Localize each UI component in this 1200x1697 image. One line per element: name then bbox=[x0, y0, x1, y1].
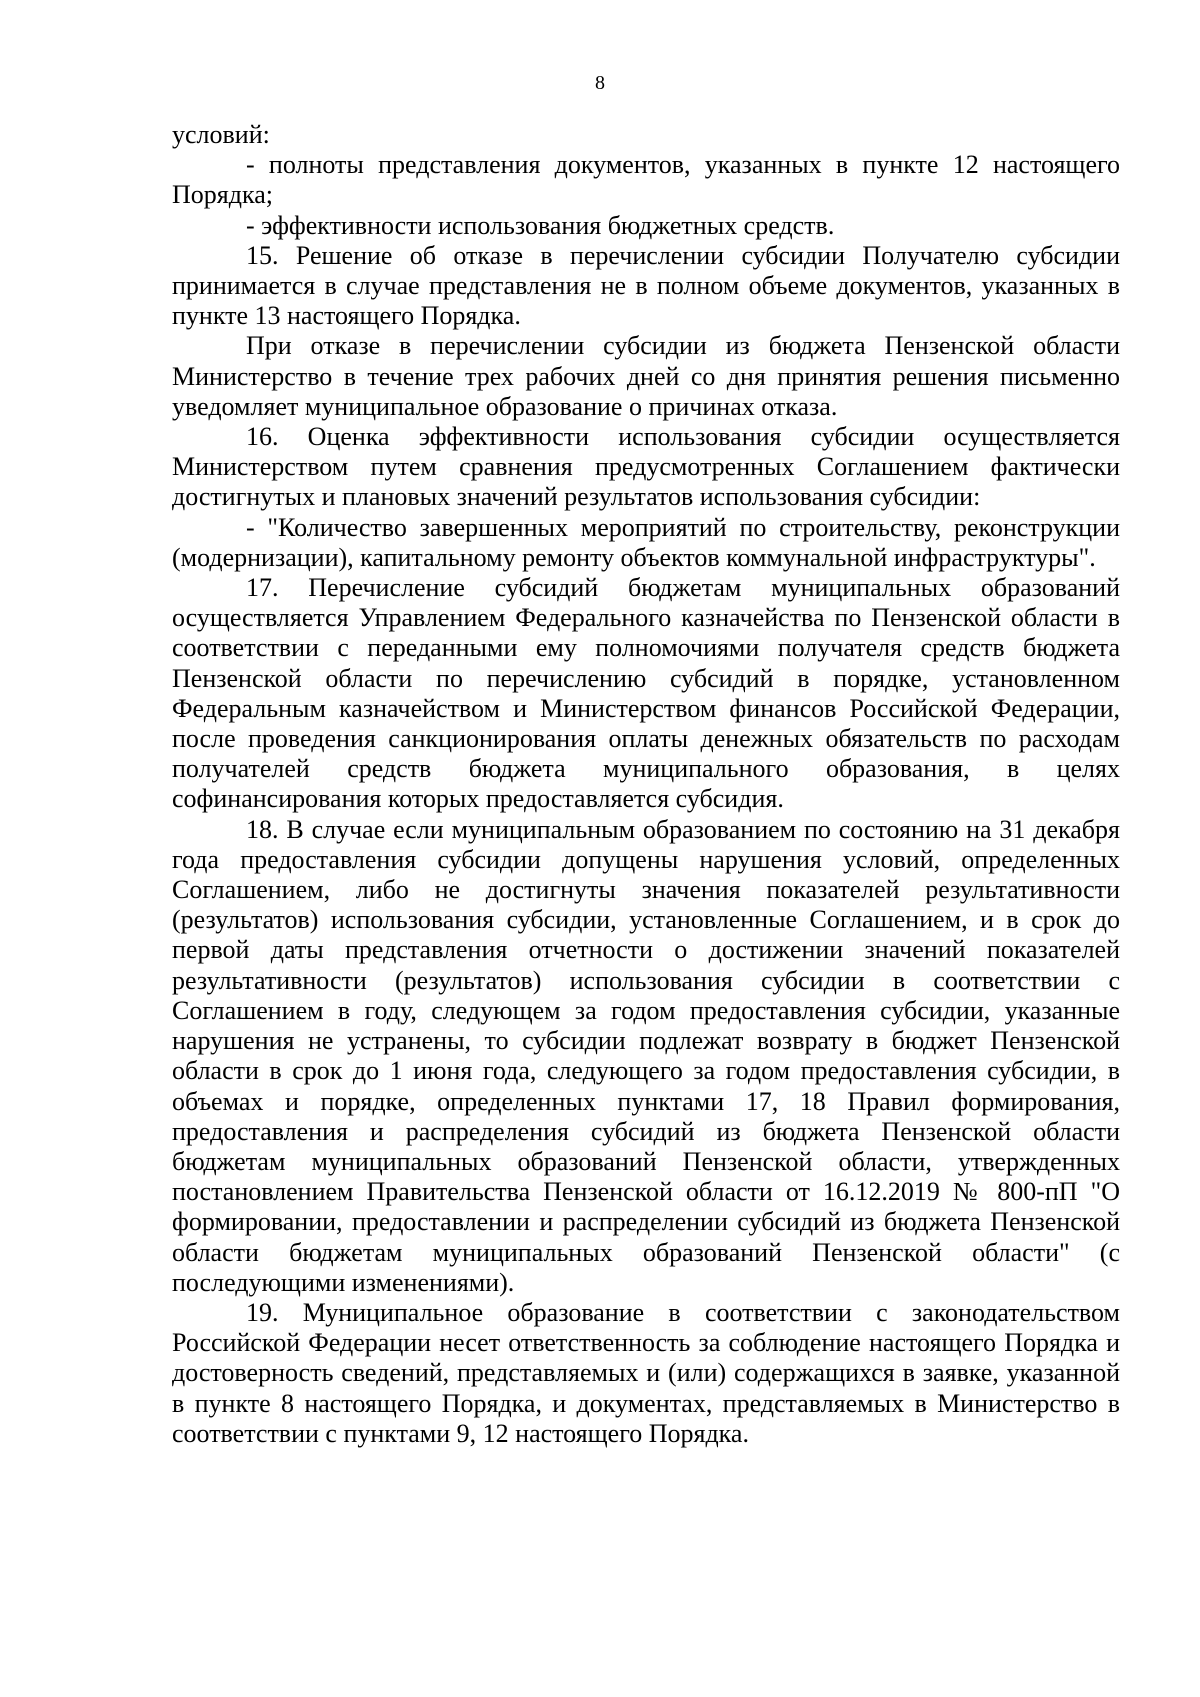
paragraph: 19. Муниципальное образование в соответствии с законодательством Российской Федерации несет ответственность за соблюдение настоящего Порядка и достоверность сведений, представляемых и (или) содержащихся в заявке, указанной в пункте 8 настоящего Порядка, и документах, представляемых в Министерство в соответствии с пунктами 9, 12 настоящего Порядка. bbox=[172, 1297, 1120, 1448]
page-number: 8 bbox=[595, 72, 605, 94]
paragraph: 18. В случае если муниципальным образованием по состоянию на 31 декабря года предоставления субсидии допущены нарушения условий, определенных Соглашением, либо не достигнуты значения показателей результативности (результатов) использования субсидии, установленные Соглашением, и в срок до первой даты представления отчетности о достижении значений показателей результативности (результатов) использования субсидии в соответствии с Соглашением в году, следующем за годом предоставления субсидии, указанные нарушения не устранены, то субсидии подлежат возврату в бюджет Пензенской области в срок до 1 июня года, следующего за годом предоставления субсидии, в объемах и порядке, определенных пунктами 17, 18 Правил формирования, предоставления и распределения субсидий из бюджета Пензенской области бюджетам муниципальных образований Пензенской области, утвержденных постановлением Правительства Пензенской области от 16.12.2019 № 800-пП "О формировании, предоставлении и распределении субсидий из бюджета Пензенской области бюджетам муниципальных образований Пензенской области" (с последующими изменениями). bbox=[172, 814, 1120, 1297]
paragraph: - "Количество завершенных мероприятий по строительству, реконструкции (модернизации), капитальному ремонту объектов коммунальной инфраструктуры". bbox=[172, 512, 1120, 572]
paragraph: - полноты представления документов, указанных в пункте 12 настоящего Порядка; bbox=[172, 150, 1120, 210]
paragraph: - эффективности использования бюджетных средств. bbox=[246, 210, 835, 240]
paragraph: 17. Перечисление субсидий бюджетам муниципальных образований осуществляется Управлением Федерального казначейства по Пензенской области в соответствии с переданными ему полномочиями получателя средств бюджета Пензенской области по перечислению субсидий в порядке, установленном Федеральным казначейством и Министерством финансов Российской Федерации, после проведения санкционирования оплаты денежных обязательств по расходам получателей средств бюджета муниципального образования, в целях софинансирования которых предоставляется субсидия. bbox=[172, 573, 1120, 814]
document-body bbox=[172, 120, 1120, 1449]
paragraph: 16. Оценка эффективности использования субсидии осуществляется Министерством путем сравнения предусмотренных Соглашением фактически достигнутых и плановых значений результатов использования субсидии: bbox=[172, 422, 1120, 512]
paragraph: При отказе в перечислении субсидии из бюджета Пензенской области Министерство в течение трех рабочих дней со дня принятия решения письменно уведомляет муниципальное образование о причинах отказа. bbox=[172, 331, 1120, 421]
paragraph: условий: bbox=[172, 120, 270, 149]
paragraph: 15. Решение об отказе в перечислении субсидии Получателю субсидии принимается в случае представления не в полном объеме документов, указанных в пункте 13 настоящего Порядка. bbox=[172, 240, 1120, 331]
